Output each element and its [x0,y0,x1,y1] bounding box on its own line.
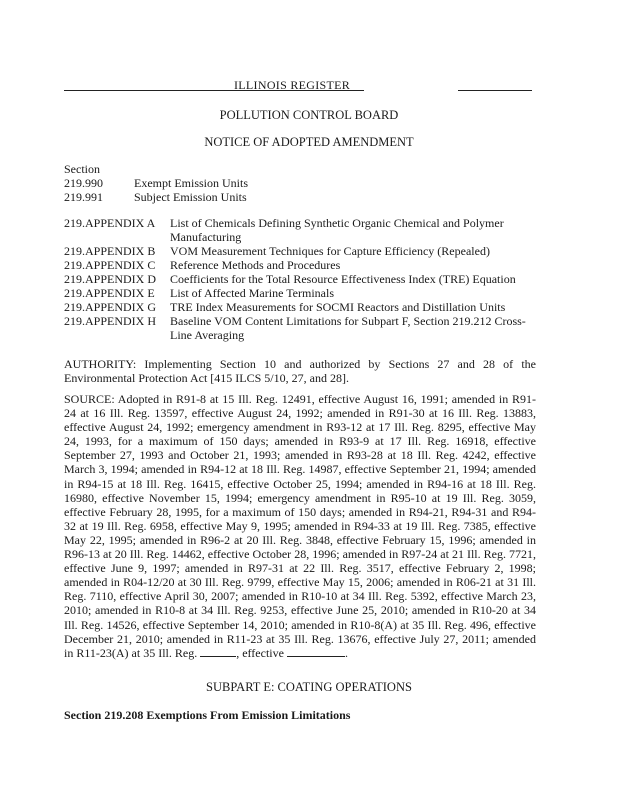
section-label: Section [64,162,100,176]
section-heading: Section 219.208 Exemptions From Emission Limitations [64,708,351,722]
section-title: Subject Emission Units [134,190,247,204]
toc-row [64,300,544,314]
appendix-title: TRE Index Measurements for SOCMI Reactors and Distillation Units [170,300,506,314]
source-tail-period: . [344,645,348,660]
source-paragraph [64,392,536,660]
appendix-title: Baseline VOM Content Limitations for Subpart F, Section 219.212 Cross-Line Averaging [170,314,526,342]
header-rule-right [458,90,532,91]
table-of-contents [64,162,544,342]
register-title: ILLINOIS REGISTER [234,78,351,92]
source-text: SOURCE: Adopted in R91-8 at 15 Ill. Reg. 12491, effective August 16, 1991; amended in R91-24 at 16 Ill. Reg. 13597, effective August 24, 1992; amended in R91-30 at 16 Ill. Reg. 13883, effective August 24, 1992; emergency amendment in R93-12 at 17 Ill. Reg. 8295, effective May 24, 1993, for a maximum of 150 days; amended in R93-9 at 17 Ill. Reg. 16918, effective September 27, 1993 and October 21, 1993; amended in R93-28 at 18 Ill. Reg. 4242, effective March 3, 1994; amended in R94-12 at 18 Ill. Reg. 14987, effective September 21, 1994; amended in R94-15 at 18 Ill. Reg. 16415, effective October 25, 1994; amended in R94-16 at 18 Ill. Reg. 16980, effective November 15, 1994; emergency amendment in R95-10 at 19 Ill. Reg. 3059, effective February 28, 1995, for a maximum of 150 days; amended in R94-21, R94-31 and R94-32 at 19 Ill. Reg. 6958, effective May 9, 1995; amended in R94-33 at 19 Ill. Reg. 7385, effective May 22, 1995; amended in R96-2 at 20 Ill. Reg. 3848, effective February 15, 1996; amended in R96-13 at 20 Ill. Reg. 14462, effective October 28, 1996; amended in R97-24 at 21 Ill. Reg. 7721, effective June 9, 1997; amended in R97-31 at 22 Ill. Reg. 3517, effective February 2, 1998; amended in R04-12/20 at 30 Ill. Reg. 9799, effective May 15, 2006; amended in R06-21 at 31 Ill. Reg. 7110, effective April 30, 2007; amended in R10-10 at 34 Ill. Reg. 5392, effective March 23, 2010; amended in R10-8 at 34 Ill. Reg. 9253, effective June 25, 2010; amended in R10-20 at 34 Ill. Reg. 14526, effective September 14, 2010; amended in R10-8(A) at 35 Ill. Reg. 496, effective December 21, 2010; amended in R11-23 at 35 Ill. Reg. 13676, effective July 27, 2011; amended in R11-23(A) at 35 Ill. Reg. [64,392,536,660]
appendix-number: 219.APPENDIX C [64,258,156,272]
section-title: Exempt Emission Units [134,176,248,190]
toc-row [64,286,544,300]
appendix-title: VOM Measurement Techniques for Capture Efficiency (Repealed) [170,244,490,258]
board-name: POLLUTION CONTROL BOARD [219,108,399,122]
source-tail: , effective [236,645,284,660]
appendix-title: List of Chemicals Defining Synthetic Organic Chemical and Polymer Manufacturing [170,216,504,244]
appendix-number: 219.APPENDIX D [64,272,157,286]
notice-title: NOTICE OF ADOPTED AMENDMENT [204,135,414,149]
subpart-heading: SUBPART E: COATING OPERATIONS [206,680,412,694]
appendix-number: 219.APPENDIX E [64,286,155,300]
section-number: 219.991 [64,190,103,204]
toc-row [64,244,544,258]
toc-row [64,176,544,190]
toc-row [64,190,544,204]
authority-paragraph: AUTHORITY: Implementing Section 10 and authorized by Sections 27 and 28 of the Environmental Protection Act [415 ILCS 5/10, 27, and 28]. [64,357,536,385]
toc-row [64,216,544,244]
appendix-title: List of Affected Marine Terminals [170,286,335,300]
register-header [64,78,532,94]
section-number: 219.990 [64,176,103,190]
toc-row [64,258,544,272]
toc-row [64,314,544,342]
effective-date-blank [287,646,345,657]
appendix-number: 219.APPENDIX B [64,244,156,258]
appendix-title: Reference Methods and Procedures [170,258,341,272]
register-page-blank [200,646,236,657]
appendix-number: 219.APPENDIX A [64,216,156,230]
appendix-number: 219.APPENDIX G [64,300,157,314]
toc-row [64,272,544,286]
appendix-number: 219.APPENDIX H [64,314,157,328]
appendix-title: Coefficients for the Total Resource Effectiveness Index (TRE) Equation [170,272,516,286]
